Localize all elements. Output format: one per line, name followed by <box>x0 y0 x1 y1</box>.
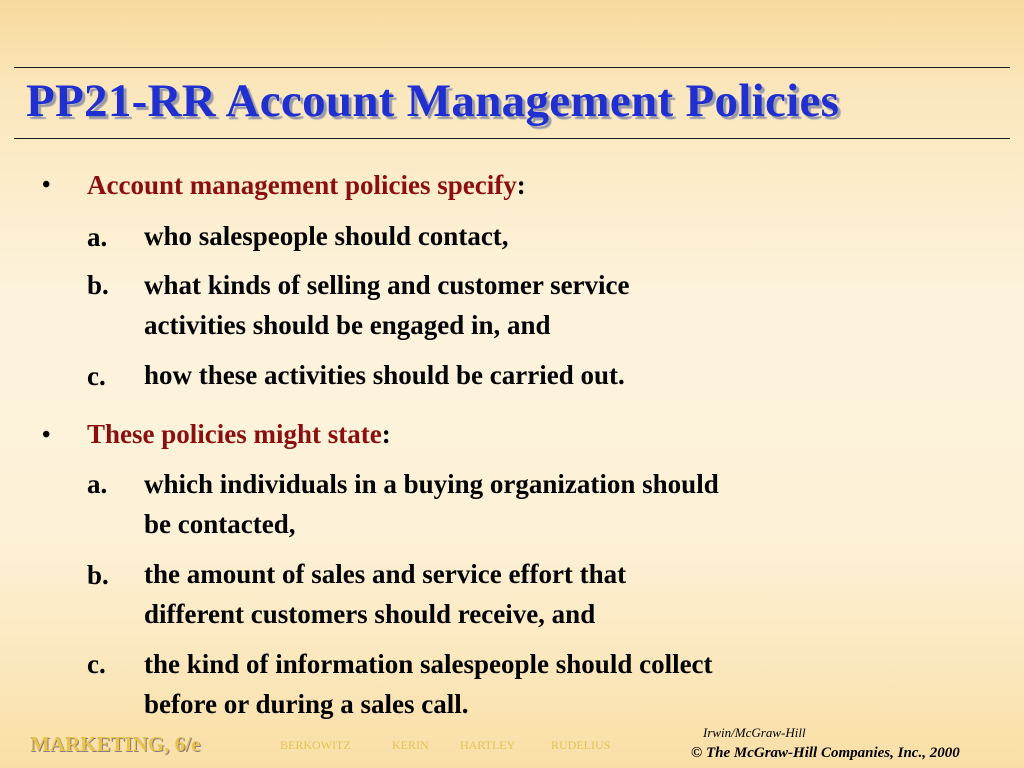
footer-copyright: © The McGraw-Hill Companies, Inc., 2000 <box>691 745 960 761</box>
section-1-item-a-letter: a. <box>87 222 108 252</box>
section-1-item-a-line-1: who salespeople should contact, <box>144 221 509 251</box>
section-1-item-b-line-2: activities should be engaged in, and <box>144 310 551 340</box>
section-2-item-b-letter: b. <box>87 560 109 590</box>
footer-author-1: BERKOWITZ <box>280 738 351 752</box>
title-bottom-rule <box>14 138 1010 139</box>
section-2-item-a-line-2: be contacted, <box>144 509 296 539</box>
section-2-item-c-line-2: before or during a sales call. <box>144 689 469 719</box>
section-2-item-c <box>144 644 884 724</box>
footer-author-3: HARTLEY <box>460 738 516 752</box>
section-1-item-c-letter: c. <box>87 361 106 391</box>
section-2-item-b-line-1: the amount of sales and service effort that <box>144 559 627 589</box>
section-1-heading-text: Account management policies specify <box>87 170 517 200</box>
section-1-item-b-letter: b. <box>87 270 109 300</box>
section-2-heading-colon: : <box>381 419 391 449</box>
bullet-1: • <box>42 172 51 198</box>
footer-publisher: Irwin/McGraw-Hill <box>703 725 806 740</box>
section-2-heading-text: These policies might state <box>87 419 382 449</box>
section-2-item-b <box>144 554 884 634</box>
section-1-item-b <box>144 265 884 345</box>
section-1-heading-colon: : <box>516 170 526 200</box>
footer-author-4: RUDELIUS <box>551 738 611 752</box>
section-1-heading <box>87 170 526 201</box>
section-1-item-b-line-1: what kinds of selling and customer service <box>144 270 630 300</box>
section-1-item-c <box>144 355 884 395</box>
section-2-item-c-line-1: the kind of information salespeople should collect <box>144 649 713 679</box>
section-1-item-c-line-1: how these activities should be carried out. <box>144 360 625 390</box>
slide-title: PP21-RR Account Management Policies <box>26 75 840 127</box>
section-2-item-a-line-1: which individuals in a buying organization should <box>144 469 719 499</box>
section-1-item-a <box>144 216 884 256</box>
section-2-item-a-letter: a. <box>87 469 108 499</box>
section-2-item-c-letter: c. <box>87 649 106 679</box>
section-2-item-b-line-2: different customers should receive, and <box>144 599 596 629</box>
section-2-heading <box>87 419 391 450</box>
section-2-item-a <box>144 464 884 544</box>
footer-book-title: MARKETING, 6/e <box>30 732 201 756</box>
title-top-rule <box>14 67 1010 68</box>
bullet-2: • <box>42 422 51 448</box>
footer-author-2: KERIN <box>392 738 429 752</box>
